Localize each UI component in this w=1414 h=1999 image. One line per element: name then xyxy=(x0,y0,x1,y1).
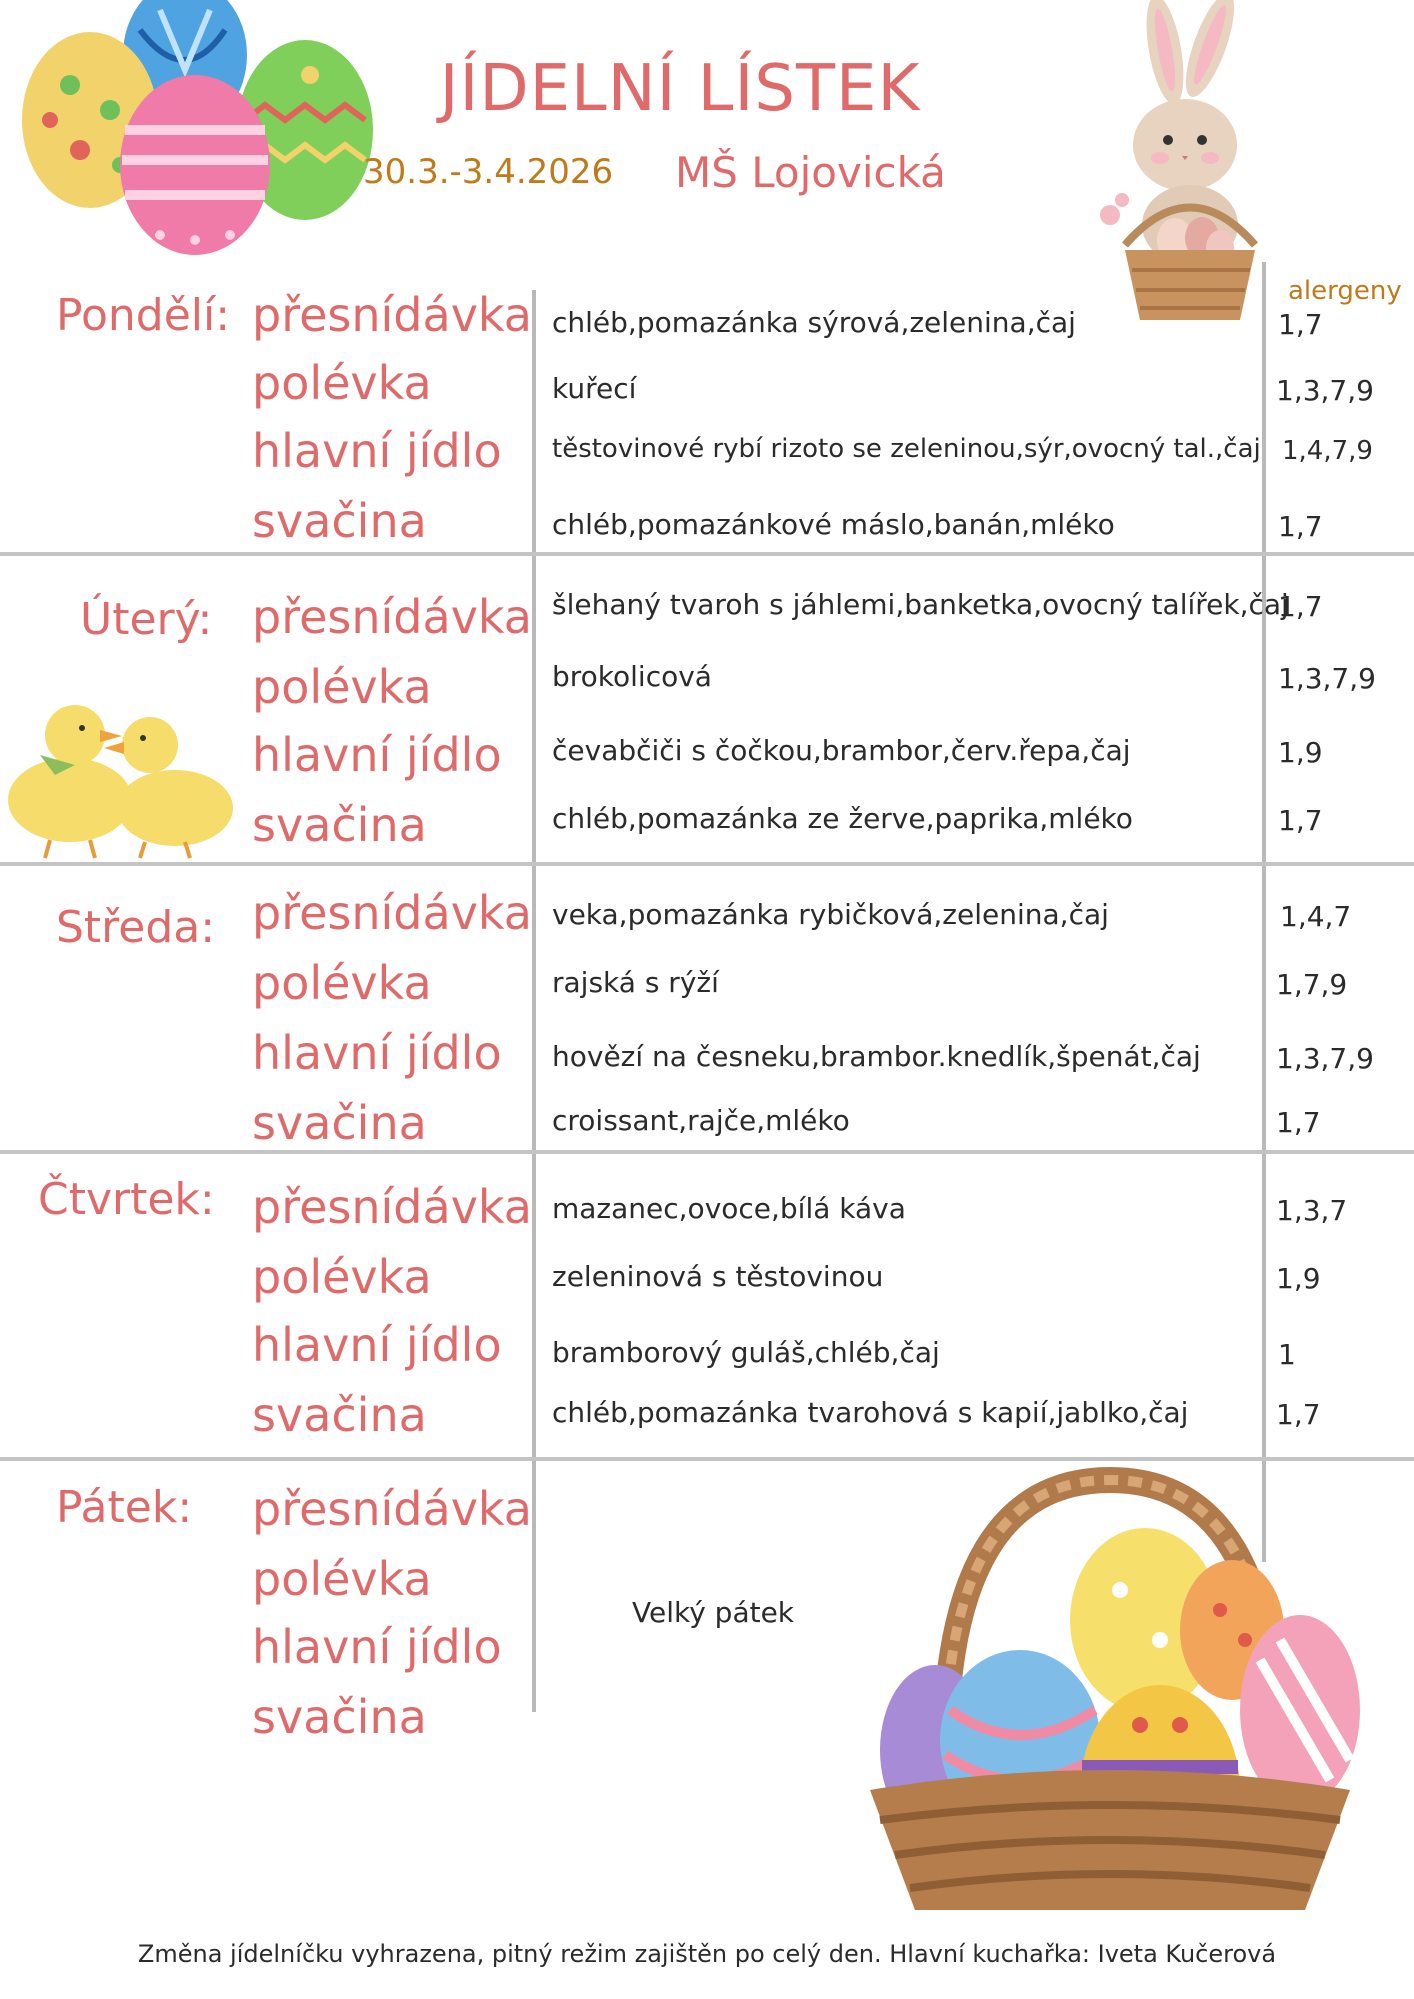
allergen-codes: 1,3,7,9 xyxy=(1278,662,1376,695)
allergen-codes: 1,7 xyxy=(1278,510,1323,543)
meal-label: přesnídávka xyxy=(252,590,532,644)
dish-text: chléb,pomazánka sýrová,zelenina,čaj xyxy=(552,306,1076,339)
allergen-codes: 1,7 xyxy=(1276,1106,1321,1139)
dish-text: chléb,pomazánka tvarohová s kapií,jablko,čaj xyxy=(552,1396,1189,1429)
allergen-codes: 1,7 xyxy=(1278,308,1323,341)
meal-label: polévka xyxy=(252,956,432,1010)
easter-basket-icon xyxy=(850,1460,1370,1920)
meal-label: hlavní jídlo xyxy=(252,728,502,782)
dish-text: kuřecí xyxy=(552,372,637,405)
allergen-codes: 1,7 xyxy=(1276,1398,1321,1431)
allergen-codes: 1,7 xyxy=(1278,590,1323,623)
dish-text: chléb,pomazánkové máslo,banán,mléko xyxy=(552,508,1115,541)
allergen-codes: 1,3,7,9 xyxy=(1276,1042,1374,1075)
meal-label: hlavní jídlo xyxy=(252,1620,502,1674)
allergen-codes: 1,3,7 xyxy=(1276,1194,1348,1227)
meal-label: svačina xyxy=(252,494,427,548)
dish-text: hovězí na česneku,brambor.knedlík,špenát,čaj xyxy=(552,1040,1201,1073)
meal-label: přesnídávka xyxy=(252,886,532,940)
meal-label: svačina xyxy=(252,1096,427,1150)
allergen-codes: 1,3,7,9 xyxy=(1276,374,1374,407)
allergen-codes: 1,4,7 xyxy=(1280,900,1352,933)
bunny-basket-icon xyxy=(1090,0,1270,340)
row-divider xyxy=(0,862,1414,866)
dish-text: brokolicová xyxy=(552,660,712,693)
dish-text: mazanec,ovoce,bílá káva xyxy=(552,1192,906,1225)
school-name: MŠ Lojovická xyxy=(675,148,946,197)
meal-label: přesnídávka xyxy=(252,288,532,342)
meal-label: svačina xyxy=(252,798,427,852)
meal-label: přesnídávka xyxy=(252,1482,532,1536)
day-label-thursday: Čtvrtek: xyxy=(38,1174,215,1225)
ducklings-icon xyxy=(0,680,240,860)
dish-text: čevabčiči s čočkou,brambor,červ.řepa,čaj xyxy=(552,734,1131,767)
allergen-codes: 1,9 xyxy=(1276,1262,1321,1295)
meal-label: polévka xyxy=(252,356,432,410)
dish-text: croissant,rajče,mléko xyxy=(552,1104,850,1137)
row-divider xyxy=(0,552,1414,556)
meal-label: polévka xyxy=(252,660,432,714)
dish-text: bramborový guláš,chléb,čaj xyxy=(552,1336,940,1369)
meal-label: polévka xyxy=(252,1250,432,1304)
meal-label: hlavní jídlo xyxy=(252,1026,502,1080)
date-range: 30.3.-3.4.2026 xyxy=(363,152,614,192)
dish-text: rajská s rýží xyxy=(552,966,719,999)
column-divider-left xyxy=(532,290,536,1712)
day-label-friday: Pátek: xyxy=(56,1482,193,1533)
row-divider xyxy=(0,1457,1414,1461)
allergen-codes: 1,7 xyxy=(1278,804,1323,837)
meal-label: hlavní jídlo xyxy=(252,1318,502,1372)
column-divider-right xyxy=(1262,262,1266,1562)
allergens-heading: alergeny xyxy=(1288,276,1402,306)
friday-note: Velký pátek xyxy=(632,1596,795,1629)
row-divider xyxy=(0,1150,1414,1154)
menu-title: JÍDELNÍ LÍSTEK xyxy=(439,52,921,126)
meal-label: svačina xyxy=(252,1690,427,1744)
dish-text: zeleninová s těstovinou xyxy=(552,1260,884,1293)
day-label-tuesday: Úterý: xyxy=(80,594,213,645)
footer-note: Změna jídelníčku vyhrazena, pitný režim zajištěn po celý den. Hlavní kuchařka: Iveta Kučerová xyxy=(137,1940,1277,1968)
day-label-wednesday: Středa: xyxy=(56,902,216,953)
dish-text: veka,pomazánka rybičková,zelenina,čaj xyxy=(552,898,1109,931)
dish-text: těstovinové rybí rizoto se zeleninou,sýr,ovocný tal.,čaj xyxy=(552,434,1261,464)
meal-label: svačina xyxy=(252,1388,427,1442)
dish-text: chléb,pomazánka ze žerve,paprika,mléko xyxy=(552,802,1133,835)
allergen-codes: 1,4,7,9 xyxy=(1282,436,1373,466)
allergen-codes: 1,9 xyxy=(1278,736,1323,769)
meal-label: polévka xyxy=(252,1552,432,1606)
easter-eggs-icon xyxy=(10,0,370,260)
day-label-monday: Pondělí: xyxy=(56,290,231,341)
dish-text: šlehaný tvaroh s jáhlemi,banketka,ovocný talířek,čaj xyxy=(552,588,1289,621)
meal-label: hlavní jídlo xyxy=(252,424,502,478)
allergen-codes: 1 xyxy=(1278,1338,1296,1371)
meal-label: přesnídávka xyxy=(252,1180,532,1234)
allergen-codes: 1,7,9 xyxy=(1276,968,1348,1001)
